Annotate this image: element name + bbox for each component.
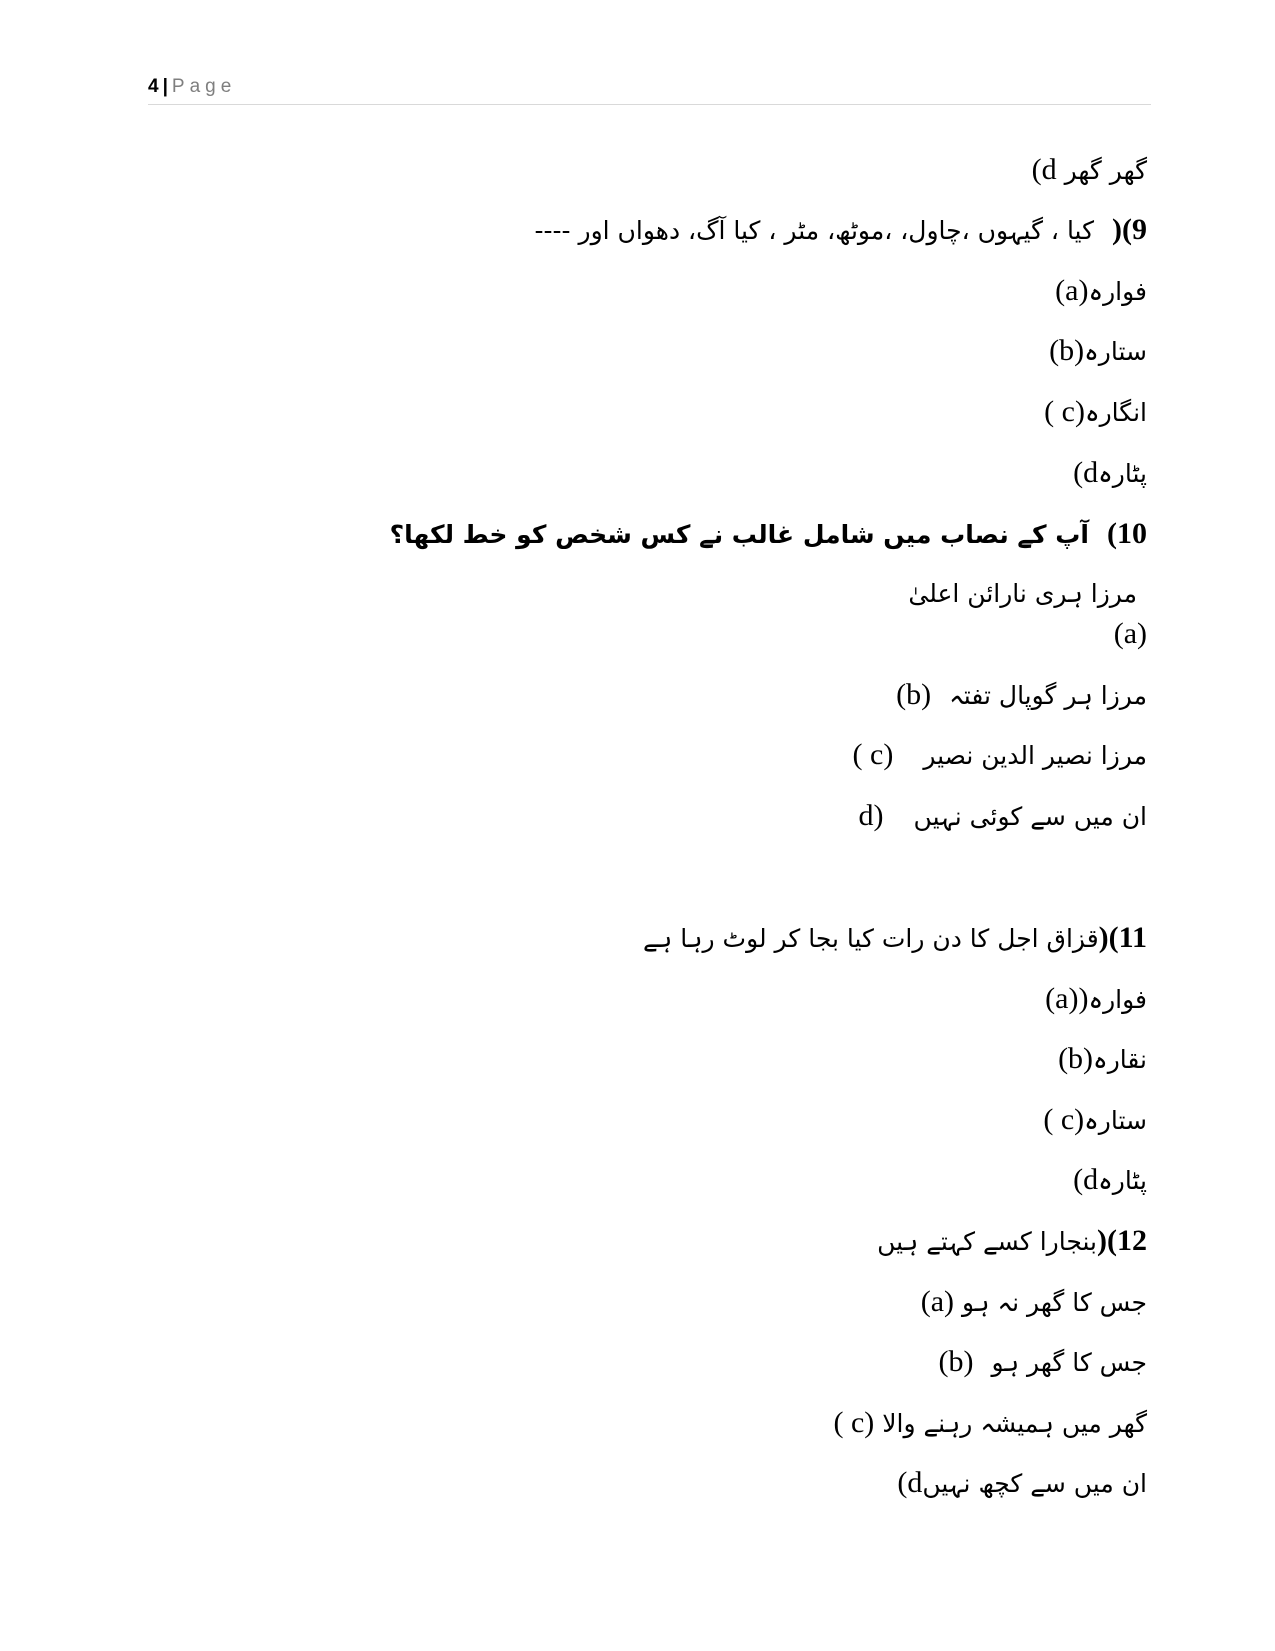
question-number: 11)( bbox=[1098, 921, 1147, 954]
q10-question bbox=[390, 516, 1147, 553]
option-marker: (d bbox=[1073, 456, 1099, 489]
option-marker: ( c) bbox=[852, 738, 894, 771]
q10-option-d bbox=[859, 798, 1147, 835]
option-text: ستارہ bbox=[1084, 1106, 1147, 1135]
option-text: فوارہ bbox=[1088, 277, 1147, 306]
option-marker: ( c) bbox=[833, 1406, 875, 1439]
q10-option-c bbox=[853, 737, 1147, 774]
question-text: قزاق اجل کا دن رات کیا بجا کر لوٹ رہا ہے bbox=[643, 924, 1099, 953]
q11-option-c bbox=[1043, 1102, 1147, 1139]
option-text: جس کا گھر ہو bbox=[991, 1348, 1147, 1377]
question-text: کیا ، گیہوں ،چاول، ،موٹھ، مٹر ، کیا آگ، دھواں اور ---- bbox=[534, 216, 1095, 245]
option-marker: (a)) bbox=[1045, 982, 1089, 1015]
question-text: آپ کے نصاب میں شامل غالب نے کس شخص کو خط لکھا؟ bbox=[389, 520, 1089, 549]
q10-option-a-text bbox=[908, 576, 1137, 612]
option-text: پٹارہ bbox=[1098, 1166, 1147, 1195]
question-number: 10) bbox=[1107, 517, 1147, 550]
header-separator: | bbox=[162, 76, 168, 97]
question-number: 12)( bbox=[1097, 1224, 1147, 1257]
option-marker: (b) bbox=[896, 678, 932, 711]
option-text: ستارہ bbox=[1084, 337, 1147, 366]
q12-option-c bbox=[833, 1405, 1147, 1442]
option-text: مرزا نصیر الدین نصیر bbox=[923, 741, 1147, 770]
option-text: گھر میں ہمیشہ رہنے والا bbox=[882, 1409, 1147, 1438]
page-word: Page bbox=[171, 76, 237, 97]
option-text: گھر گھر bbox=[1064, 156, 1147, 185]
option-marker: d) bbox=[858, 799, 884, 832]
option-marker: (d bbox=[1031, 153, 1057, 186]
option-text: مرزا ہری نارائن اعلیٰ bbox=[908, 579, 1137, 608]
option-text: انگارہ bbox=[1084, 398, 1147, 427]
q9-option-c bbox=[1044, 394, 1147, 431]
option-marker: (d bbox=[1073, 1163, 1099, 1196]
q10-option-b bbox=[896, 677, 1147, 714]
option-text: مرزا ہر گوپال تفتہ bbox=[949, 681, 1147, 710]
q9-question bbox=[534, 212, 1147, 249]
q9-option-a bbox=[1055, 273, 1147, 310]
option-text: فوارہ bbox=[1088, 985, 1147, 1014]
q8-option-d bbox=[1032, 152, 1147, 189]
q12-question bbox=[877, 1223, 1147, 1260]
option-marker: (b) bbox=[938, 1345, 974, 1378]
option-text: ان میں سے کچھ نہیں bbox=[922, 1469, 1147, 1498]
q11-question bbox=[643, 920, 1147, 957]
q12-option-b bbox=[939, 1344, 1147, 1381]
option-text: جس کا گھر نہ ہو bbox=[961, 1288, 1147, 1317]
q11-option-a bbox=[1045, 981, 1147, 1018]
option-marker: (a) bbox=[1055, 274, 1089, 307]
question-number: 9)( bbox=[1112, 213, 1147, 246]
q9-option-b bbox=[1049, 333, 1147, 370]
question-text: بنجارا کسے کہتے ہیں bbox=[877, 1227, 1098, 1256]
option-marker: (d bbox=[897, 1466, 923, 1499]
q9-option-d bbox=[1073, 455, 1147, 492]
option-marker: ( c) bbox=[1043, 1103, 1085, 1136]
option-text: ان میں سے کوئی نہیں bbox=[913, 802, 1147, 831]
page-header bbox=[148, 76, 1151, 105]
q11-option-b bbox=[1058, 1041, 1147, 1078]
q11-option-d bbox=[1073, 1162, 1147, 1199]
option-marker: (a) bbox=[1113, 617, 1147, 650]
option-text: نقارہ bbox=[1093, 1045, 1147, 1074]
page-number: 4 bbox=[148, 76, 159, 97]
option-marker: (b) bbox=[1049, 334, 1085, 367]
option-marker: (a) bbox=[920, 1285, 955, 1318]
q12-option-a bbox=[921, 1284, 1147, 1321]
option-text: پٹارہ bbox=[1098, 459, 1147, 488]
option-marker: ( c) bbox=[1044, 395, 1085, 428]
q10-option-a-marker bbox=[1114, 616, 1147, 653]
q12-option-d bbox=[897, 1465, 1147, 1502]
option-marker: (b) bbox=[1058, 1042, 1094, 1075]
